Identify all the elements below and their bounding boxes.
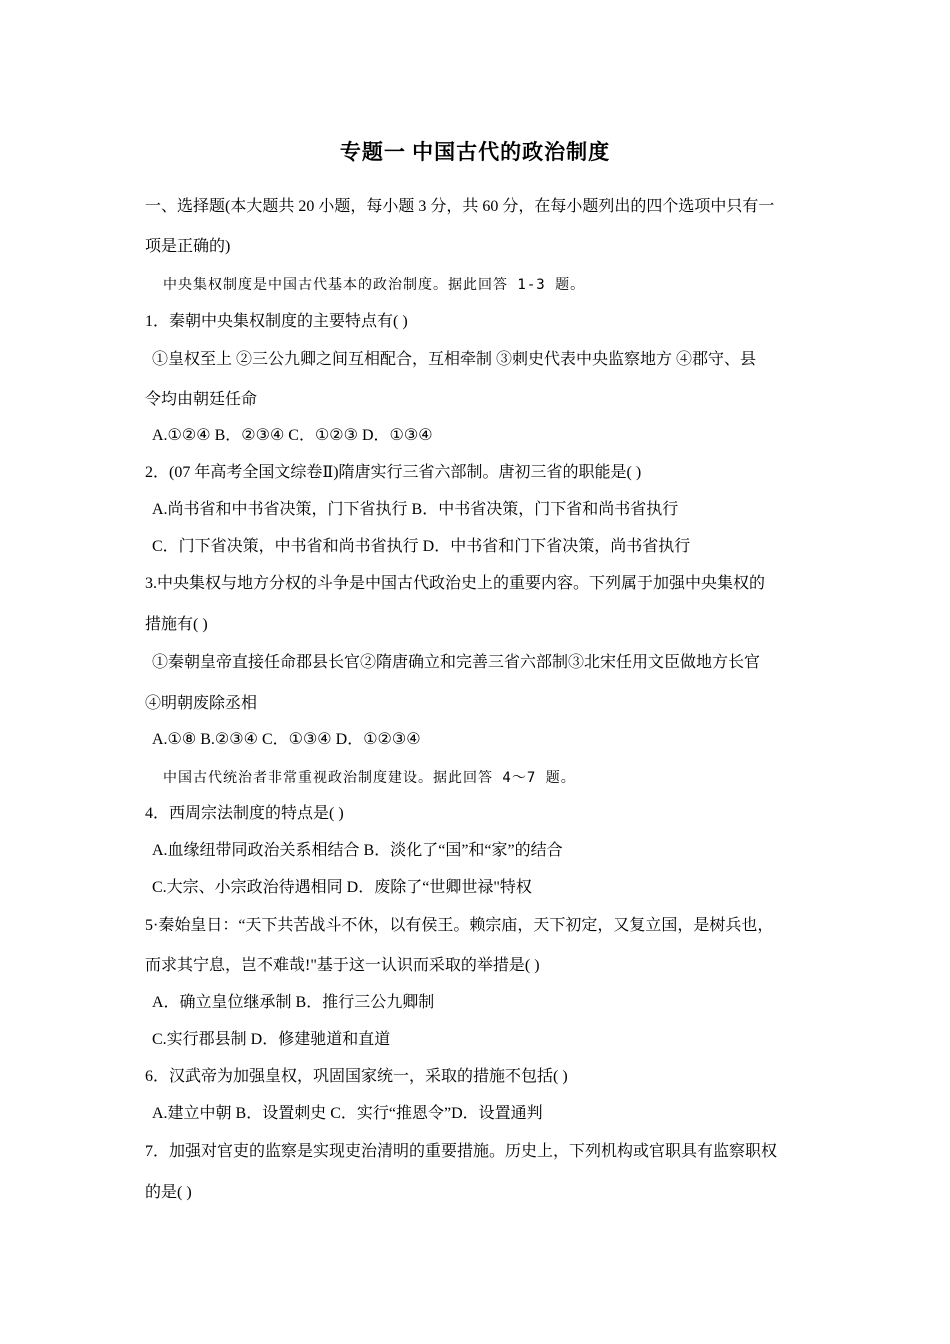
question-3-stem-line-2: 措施有( ) bbox=[145, 616, 208, 633]
question-7-stem-line-2: 的是( ) bbox=[145, 1184, 192, 1201]
question-3-items-line-2: ④明朝废除丞相 bbox=[145, 695, 258, 712]
lead-text-1: 中央集权制度是中国古代基本的政治制度。据此回答 1-3 题。 bbox=[163, 277, 586, 293]
section-heading-line-2: 项是正确的) bbox=[145, 238, 231, 255]
question-6-options: A.建立中朝 B．设置刺史 C．实行“推恩令”D．设置通判 bbox=[152, 1105, 543, 1122]
question-2-stem: 2．(07 年高考全国文综卷Ⅱ)隋唐实行三省六部制。唐初三省的职能是( ) bbox=[145, 464, 642, 481]
lead-text-2: 中国古代统治者非常重视政治制度建设。据此回答 4～7 题。 bbox=[163, 770, 576, 786]
question-4-stem: 4．西周宗法制度的特点是( ) bbox=[145, 805, 344, 822]
question-3-options: A.①⑧ B.②③④ C．①③④ D．①②③④ bbox=[152, 731, 421, 748]
question-1-options: A.①②④ B．②③④ C．①②③ D．①③④ bbox=[152, 427, 433, 444]
question-7-stem-line-1: 7．加强对官吏的监察是实现吏治清明的重要措施。历史上，下列机构或官职具有监察职权 bbox=[145, 1143, 778, 1160]
question-5-options-line-1: A．确立皇位继承制 B．推行三公九卿制 bbox=[152, 994, 435, 1011]
page-title: 专题一 中国古代的政治制度 bbox=[339, 140, 611, 164]
question-1-items-line-1: ①皇权至上 ②三公九卿之间互相配合，互相牵制 ③刺史代表中央监察地方 ④郡守、县 bbox=[152, 351, 757, 368]
question-5-options-line-2: C.实行郡县制 D．修建驰道和直道 bbox=[152, 1031, 391, 1048]
question-4-options-line-1: A.血缘纽带同政治关系相结合 B．淡化了“国”和“家”的结合 bbox=[152, 842, 563, 859]
question-1-items-line-2: 令均由朝廷任命 bbox=[145, 391, 258, 408]
question-3-stem-line-1: 3.中央集权与地方分权的斗争是中国古代政治史上的重要内容。下列属于加强中央集权的 bbox=[145, 575, 766, 592]
question-4-options-line-2: C.大宗、小宗政治待遇相同 D．废除了“世卿世禄"特权 bbox=[152, 879, 532, 896]
question-2-options-line-1: A.尚书省和中书省决策，门下省执行 B．中书省决策，门下省和尚书省执行 bbox=[152, 501, 679, 518]
question-1-stem: 1．秦朝中央集权制度的主要特点有( ) bbox=[145, 313, 408, 330]
question-5-stem-line-2: 而求其宁息，岂不难哉!"基于这一认识而采取的举措是( ) bbox=[145, 957, 540, 974]
question-6-stem: 6．汉武帝为加强皇权，巩固国家统一，采取的措施不包括( ) bbox=[145, 1068, 568, 1085]
section-heading-line-1: 一、选择题(本大题共 20 小题，每小题 3 分，共 60 分，在每小题列出的四个选项中只有一 bbox=[145, 198, 775, 215]
question-3-items-line-1: ①秦朝皇帝直接任命郡县长官②隋唐确立和完善三省六部制③北宋任用文臣做地方长官 bbox=[152, 654, 761, 671]
question-2-options-line-2: C．门下省决策，中书省和尚书省执行 D．中书省和门下省决策，尚书省执行 bbox=[152, 538, 691, 555]
question-5-stem-line-1: 5·秦始皇日：“天下共苦战斗不休，以有侯王。赖宗庙，天下初定，又复立国，是树兵也， bbox=[145, 917, 774, 934]
